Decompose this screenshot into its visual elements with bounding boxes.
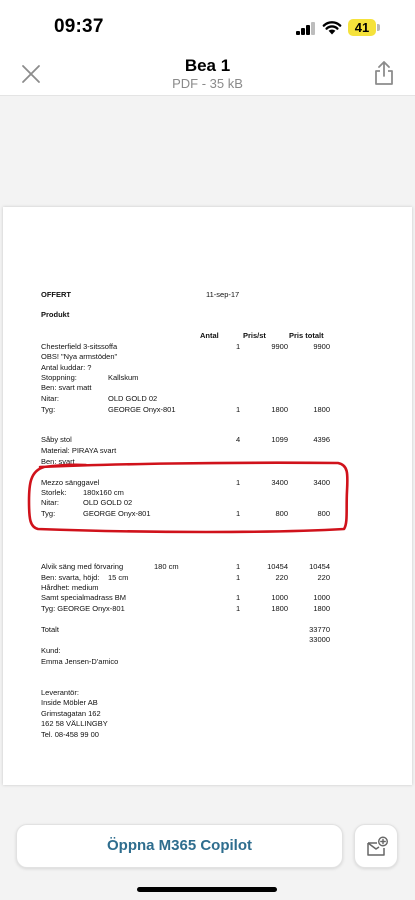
- item-tyg-qty: 1: [236, 509, 241, 518]
- status-bar: [0, 0, 415, 56]
- item-qty: 1: [236, 478, 241, 487]
- total-label: Totalt: [41, 625, 59, 634]
- item-tyg-label: Tyg:: [41, 405, 56, 414]
- item-price: 3400: [271, 478, 288, 487]
- item-ben: Ben: svart matt: [41, 383, 92, 392]
- col-pris-st: Pris/st: [243, 331, 266, 340]
- item-stoppning: Kallskum: [108, 373, 139, 382]
- item-tyg: Tyg: GEORGE Onyx-801: [41, 604, 125, 613]
- item-tyg-qty: 1: [236, 604, 241, 613]
- item-ben-qty: 1: [236, 573, 241, 582]
- offer-date: 11-sep-17: [206, 290, 240, 299]
- document-subtitle: PDF - 35 kB: [172, 76, 243, 91]
- home-indicator[interactable]: [137, 887, 277, 892]
- item-total: 3400: [313, 478, 330, 487]
- compose-mail-button[interactable]: [354, 824, 398, 868]
- compose-mail-icon: [366, 836, 388, 858]
- item-tyg-total: 1800: [313, 405, 330, 414]
- item-nitar-label: Nitar:: [41, 394, 59, 403]
- item-tyg: GEORGE Onyx-801: [83, 509, 151, 518]
- customer-name: Emma Jensen-D'amico: [41, 657, 119, 666]
- item-price: 1099: [271, 435, 288, 444]
- item-madrass: Samt specialmadrass BM: [41, 593, 127, 602]
- item-tyg-label: Tyg:: [41, 509, 56, 518]
- item-price: 9900: [271, 342, 288, 351]
- item-nitar-label: Nitar:: [41, 498, 59, 507]
- item-qty: 1: [236, 342, 241, 351]
- supplier-label: Leverantör:: [41, 688, 79, 697]
- col-pris-totalt: Pris totalt: [289, 331, 324, 340]
- item-material: Material: PIRAYA svart: [41, 446, 117, 455]
- item-storlek: 180x160 cm: [83, 488, 124, 497]
- total-value-final: 33000: [309, 635, 330, 644]
- item-ben-height: 15 cm: [108, 573, 129, 582]
- supplier-name: Inside Möbler AB: [41, 698, 98, 707]
- item-tyg-qty: 1: [236, 405, 241, 414]
- item-name: Mezzo sänggavel: [41, 478, 100, 487]
- col-antal: Antal: [200, 331, 219, 340]
- document-title: Bea 1: [184, 56, 231, 75]
- item-price: 10454: [267, 562, 288, 571]
- item-ben-total: 220: [317, 573, 330, 582]
- item-total: 9900: [313, 342, 330, 351]
- item-madrass-qty: 1: [236, 593, 241, 602]
- item-ben: Ben: svart: [41, 457, 75, 466]
- battery-icon: 41: [348, 19, 376, 36]
- item-qty: 1: [236, 562, 241, 571]
- item-name: Såby stol: [41, 435, 72, 444]
- item-madrass-total: 1000: [313, 593, 330, 602]
- supplier-phone: Tel. 08-458 99 00: [41, 730, 99, 739]
- item-qty: 4: [236, 435, 241, 444]
- supplier-street: Grimstagatan 162: [41, 709, 101, 718]
- item-tyg-price: 1800: [271, 604, 288, 613]
- signal-icon: [296, 22, 316, 35]
- pdf-page[interactable]: [3, 207, 412, 785]
- item-size: 180 cm: [154, 562, 179, 571]
- status-time: 09:37: [54, 16, 104, 37]
- supplier-city: 162 58 VÄLLINGBY: [41, 719, 108, 728]
- document-header: [0, 56, 415, 96]
- item-name: Chesterfield 3-sitssoffa: [41, 342, 118, 351]
- item-tyg-total: 800: [317, 509, 330, 518]
- section-heading: Produkt: [41, 310, 70, 319]
- offer-title: OFFERT: [41, 290, 71, 299]
- item-total: 4396: [313, 435, 330, 444]
- open-copilot-button[interactable]: Öppna M365 Copilot: [16, 824, 343, 868]
- item-hardhet: Hårdhet: medium: [41, 583, 99, 592]
- item-ben-label: Ben: svarta, höjd:: [41, 573, 100, 582]
- total-value: 33770: [309, 625, 330, 634]
- item-cushions: Antal kuddar: ?: [41, 363, 92, 372]
- item-nitar: OLD GOLD 02: [108, 394, 158, 403]
- battery-tip: [377, 24, 380, 31]
- item-name: Alvik säng med förvaring: [41, 562, 124, 571]
- item-madrass-price: 1000: [271, 593, 288, 602]
- customer-label: Kund:: [41, 646, 61, 655]
- item-tyg: GEORGE Onyx-801: [108, 405, 176, 414]
- item-ben-price: 220: [275, 573, 288, 582]
- share-icon[interactable]: [372, 60, 396, 86]
- item-tyg-total: 1800: [313, 604, 330, 613]
- item-stoppning-label: Stoppning:: [41, 373, 77, 382]
- item-storlek-label: Storlek:: [41, 488, 67, 497]
- item-total: 10454: [309, 562, 330, 571]
- wifi-icon: [322, 19, 342, 35]
- item-tyg-price: 800: [275, 509, 288, 518]
- item-tyg-price: 1800: [271, 405, 288, 414]
- item-nitar: OLD GOLD 02: [83, 498, 133, 507]
- item-note: OBS! "Nya armstöden": [41, 352, 118, 361]
